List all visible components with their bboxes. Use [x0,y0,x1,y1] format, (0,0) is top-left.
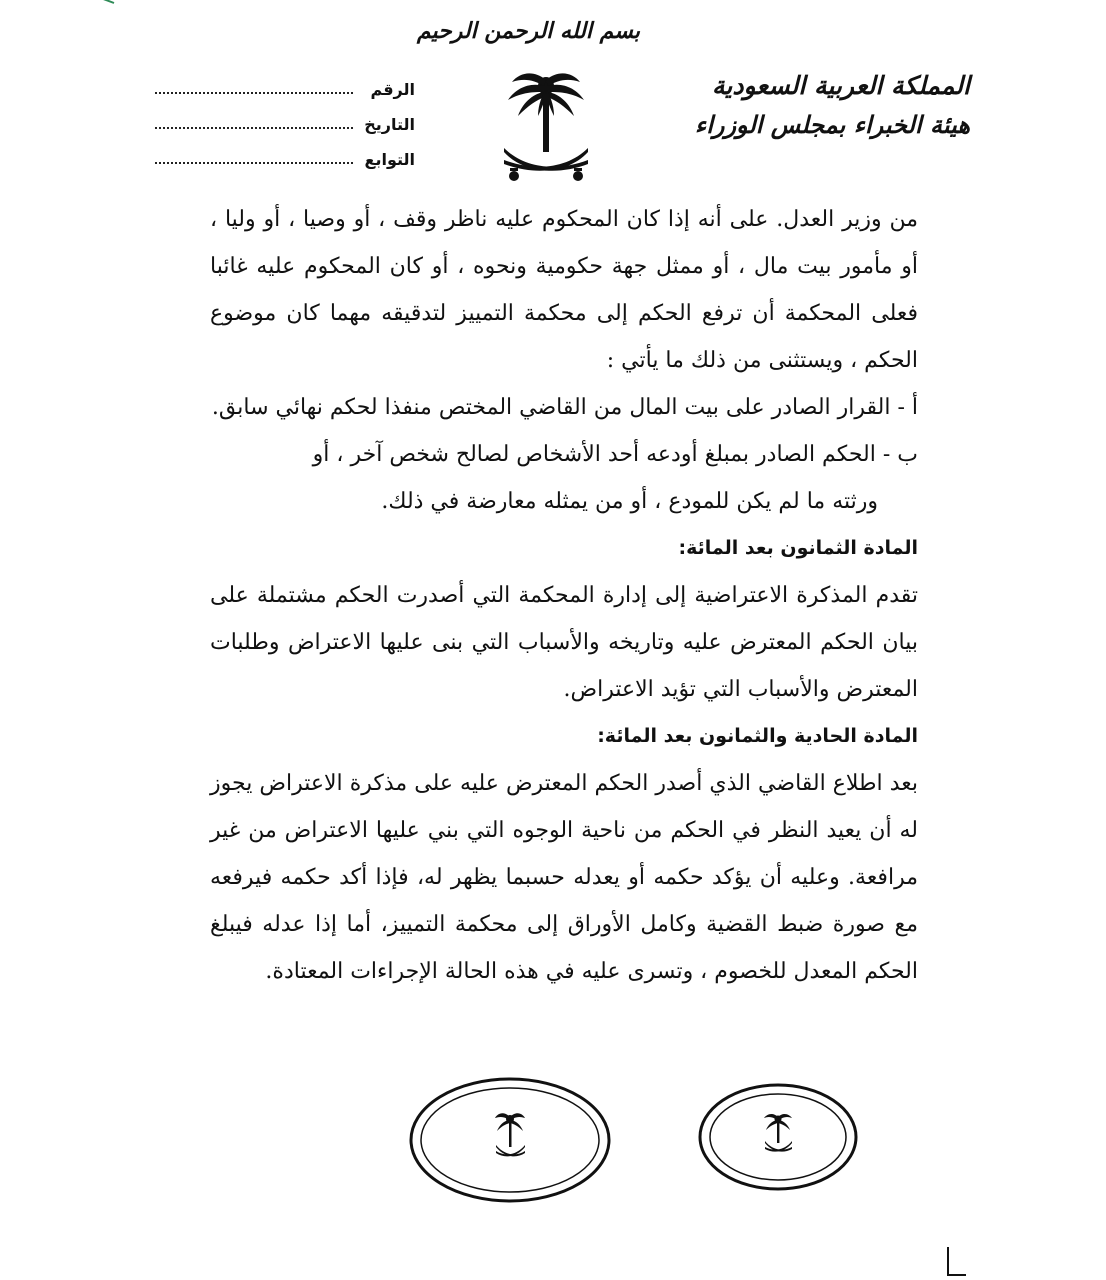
round-stamp-icon [408,1075,613,1205]
palm-swords-emblem-icon [500,64,592,196]
ref-row-date [155,111,415,146]
exception-item-b-line2: ورثته ما لم يكن للمودع ، أو من يمثله معارضة في ذلك. [381,489,878,514]
ref-blank-number [155,92,353,94]
ref-row-attachments [155,146,415,181]
article-181-text: بعد اطلاع القاضي الذي أصدر الحكم المعترض عليه على مذكرة الاعتراض يجوز له أن يعيد النظر في الحكم من ناحية الوجوه التي بني عليها الاعتراض من غير مرافعة. وعليه أن يؤكد حكمه أو يعدله حسبما يظهر له، فإذا أكد حكمه فيرفعه مع صورة ضبط القضية وكامل الأوراق إلى محكمة التمييز، أما إذا عدله فيبلغ الحكم المعدل للخصوم ، وتسرى عليه في هذه الحالة الإجراءات المعتادة. [210,771,918,984]
article-181-heading: المادة الحادية والثمانون بعد المائة: [597,725,918,747]
ref-label-number: الرقم [370,80,415,99]
ref-blank-date [155,127,353,129]
article-180-heading: المادة الثمانون بعد المائة: [678,537,918,559]
basmala: بسم الله الرحمن الرحيم [416,18,640,44]
reference-fields [155,76,415,181]
ref-label-attachments: التوابع [364,150,415,169]
org-name-line1: المملكة العربية السعودية [711,71,970,100]
ref-label-date: التاريخ [364,115,415,134]
corner-mark-icon [96,0,116,4]
article-180-text: تقدم المذكرة الاعتراضية إلى إدارة المحكمة التي أصدرت الحكم مشتملة على بيان الحكم المعترض عليه وتاريخه والأسباب التي بنى عليها الاعتراض وطلبات المعترض والأسباب التي تؤيد الاعتراض. [210,583,918,702]
page-edge-mark [940,1245,970,1280]
round-stamp-icon [697,1082,859,1192]
org-name-line2: هيئة الخبراء بمجلس الوزراء [694,110,970,139]
ref-row-number [155,76,415,111]
paragraph-continuation: من وزير العدل. على أنه إذا كان المحكوم عليه ناظر وقف ، أو وصيا ، أو وليا ، أو مأمور بيت مال ، أو ممثل جهة حكومية ونحوه ، أو كان المحكوم عليه غائبا فعلى المحكمة أن ترفع الحكم إلى محكمة التمييز لتدقيقه مهما كان موضوع الحكم ، ويستثنى من ذلك ما يأتي : [210,207,918,373]
organization-header [694,66,970,144]
exception-item-a: أ - القرار الصادر على بيت المال من القاضي المختص منفذا لحكم نهائي سابق. [211,395,918,420]
document-body [210,196,918,995]
exception-item-b-line1: ب - الحكم الصادر بمبلغ أودعه أحد الأشخاص لصالح شخص آخر ، أو [312,442,918,467]
ref-blank-attachments [155,162,353,164]
